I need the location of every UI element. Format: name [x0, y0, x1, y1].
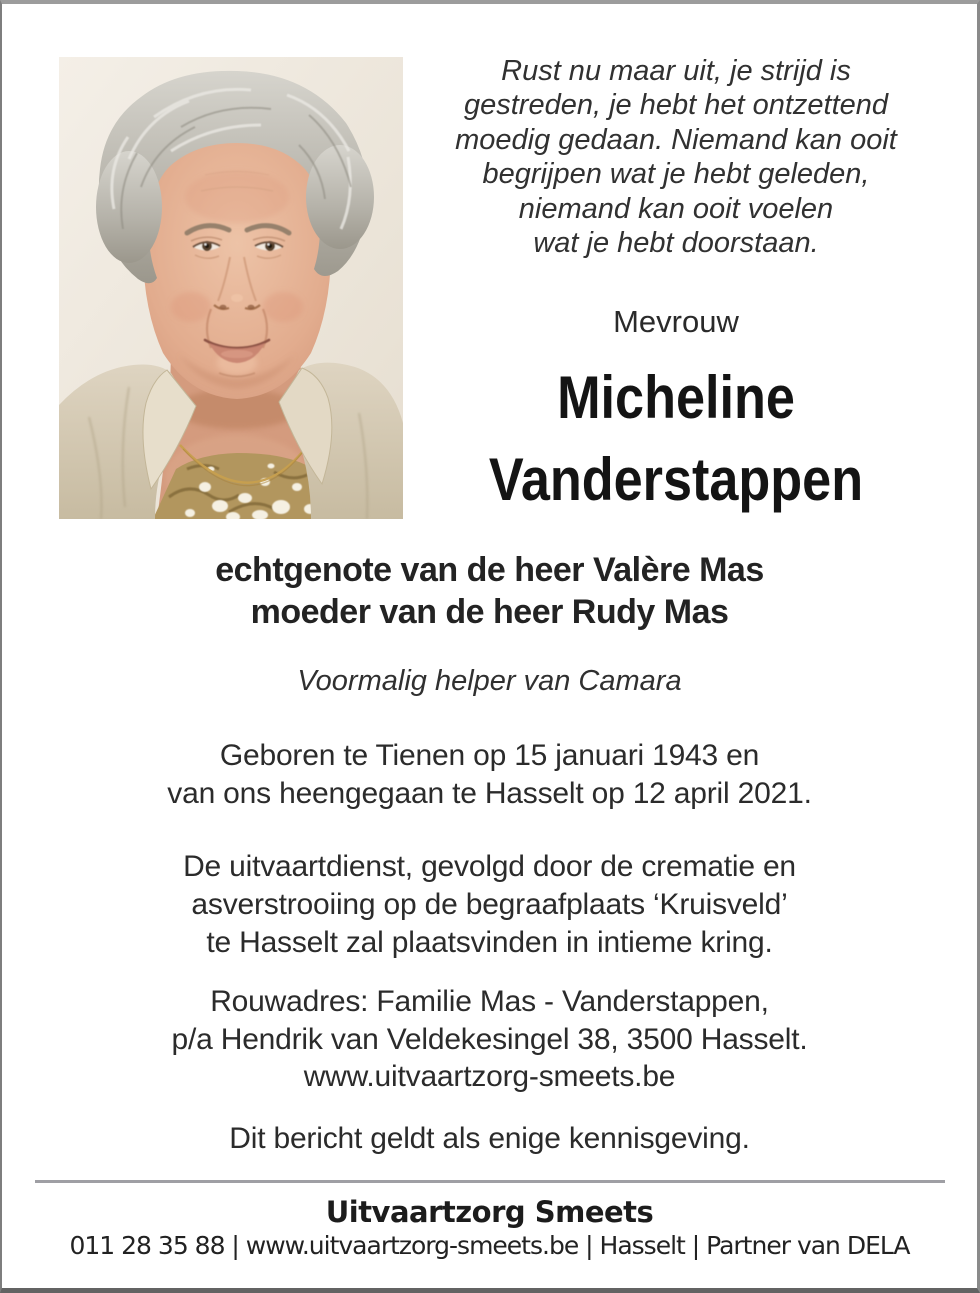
footer-divider: [35, 1180, 945, 1183]
deceased-first-name: Micheline: [557, 364, 795, 431]
portrait-illustration: [59, 57, 403, 519]
funeral-home-name: Uitvaartzorg Smeets: [325, 1195, 654, 1229]
mourning-address-url: www.uitvaartzorg-smeets.be: [303, 1060, 676, 1093]
deceased-last-name: Vanderstappen: [488, 446, 864, 513]
poem-line: moedig gedaan. Niemand kan ooit: [455, 123, 897, 156]
service-line: te Hasselt zal plaatsvinden in intieme kring.: [206, 926, 773, 959]
birth-line: Geboren te Tienen op 15 januari 1943 en: [219, 739, 760, 772]
relation-spouse: echtgenote van de heer Valère Mas: [215, 551, 764, 589]
memorial-poem: [398, 54, 954, 260]
poem-line: wat je hebt doorstaan.: [533, 227, 819, 260]
portrait-photo: [59, 57, 403, 519]
service-line: De uitvaartdienst, gevolgd door de crematie en: [183, 850, 796, 883]
poem-line: gestreden, je hebt het ontzettend: [463, 89, 889, 122]
service-info: [2, 848, 977, 962]
mourning-address-line: Rouwadres: Familie Mas - Vanderstappen,: [210, 985, 769, 1018]
poem-line: niemand kan ooit voelen: [518, 192, 834, 225]
former-role: Voormalig helper van Camara: [297, 665, 682, 697]
deceased-name: [434, 357, 918, 521]
mourning-address: [2, 983, 977, 1096]
relations: [2, 549, 977, 633]
relation-mother: moeder van de heer Rudy Mas: [250, 593, 729, 631]
notice: Dit bericht geldt als enige kennisgeving.: [229, 1122, 750, 1155]
poem-line: Rust nu maar uit, je strijd is: [501, 55, 851, 87]
salutation: Mevrouw: [613, 304, 739, 339]
mourning-address-line: p/a Hendrik van Veldekesingel 38, 3500 Hasselt.: [171, 1022, 808, 1056]
life-dates: [2, 737, 977, 812]
death-line: van ons heengegaan te Hasselt op 12 april 2021.: [167, 776, 812, 810]
poem-line: begrijpen wat je hebt geleden,: [482, 158, 870, 191]
service-line: asverstrooiing op de begraafplaats ‘Kruisveld’: [191, 888, 788, 921]
funeral-home-contact: 011 28 35 88 | www.uitvaartzorg-smeets.be | Hasselt | Partner van DELA: [69, 1231, 910, 1260]
